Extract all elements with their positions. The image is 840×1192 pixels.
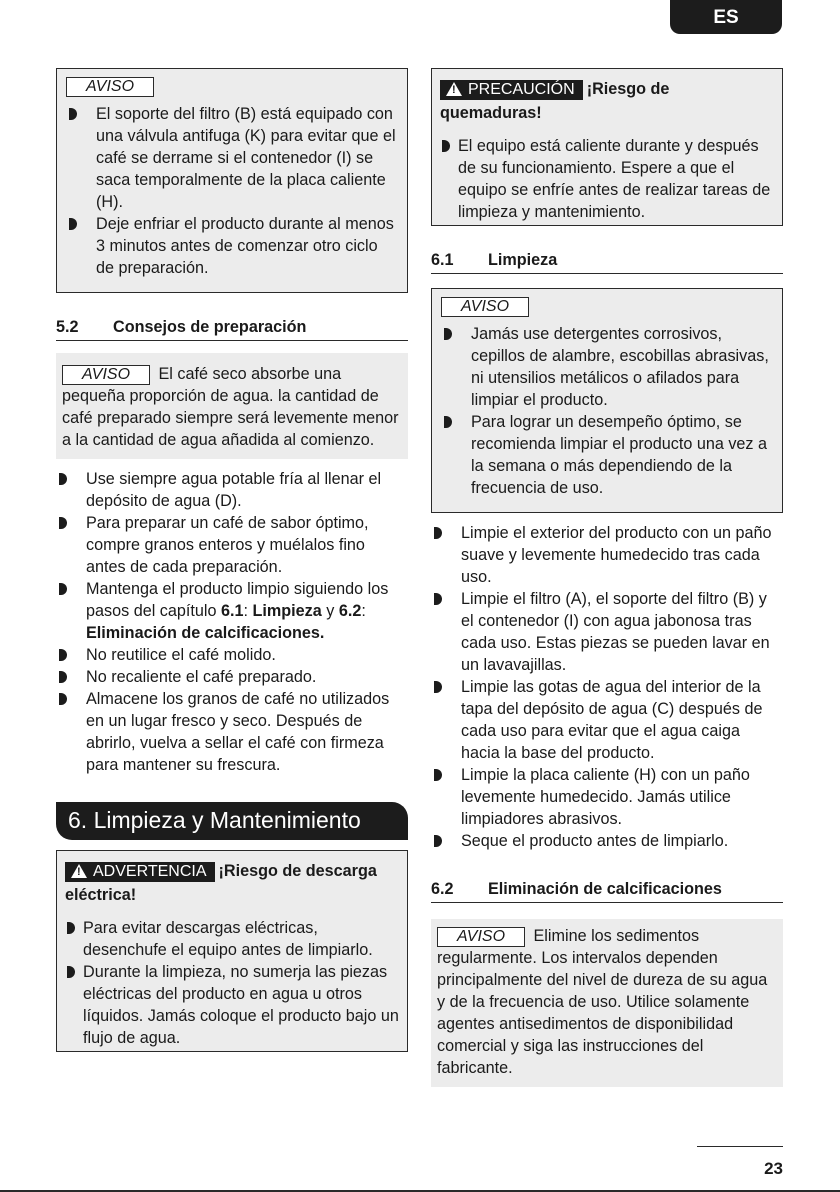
bullet-icon: [69, 108, 77, 120]
notice-note: [431, 919, 783, 1087]
list-item: [56, 666, 408, 688]
bullet-icon: [434, 769, 442, 781]
notice-text: Elimine los sedimentos regularmente. Los intervalos dependen principalmente del nivel de dureza de su agua y de la frecuencia de uso. Utilice solamente agentes antisedimentos de disponibilidad comercial y siga las instrucciones del fabricante.: [437, 927, 768, 1077]
bullet-icon: [59, 671, 67, 683]
separator: :: [243, 602, 253, 620]
bullet-icon: [59, 517, 67, 529]
list-item-text: Para evitar descargas eléctricas, desenchufe el equipo antes de limpiarlo.: [83, 919, 373, 959]
list-item: [431, 764, 783, 830]
chapter-ref: 6.1: [221, 602, 244, 620]
chapter-ref-title: Eliminación de calcificaciones.: [86, 624, 325, 642]
caution-label-text: PRECAUCIÓN: [468, 81, 575, 98]
list-item: [65, 917, 399, 961]
section-heading-6-2: [431, 879, 783, 903]
conjunction: y: [321, 602, 339, 620]
section-number: 6.2: [431, 880, 454, 898]
list-item-text: Use siempre agua potable fría al llenar el depósito de agua (D).: [86, 470, 382, 510]
notice-note: [56, 353, 408, 459]
notice-list: [441, 323, 774, 499]
list-item-text: Para lograr un desempeño óptimo, se recomienda limpiar el producto una vez a la semana o más dependiendo de la frecuencia de uso.: [471, 413, 768, 497]
list-item-text: Deje enfriar el producto durante al menos 3 minutos antes de comenzar otro ciclo de preparación.: [96, 215, 394, 277]
list-item: [441, 323, 774, 411]
footer-rule: [697, 1146, 783, 1147]
section-heading-5-2: [56, 317, 408, 341]
warning-triangle-icon: [71, 864, 87, 878]
warning-heading: ¡Riesgo de descarga eléctrica!: [65, 862, 377, 904]
list-item: [56, 468, 408, 512]
bullet-icon: [434, 681, 442, 693]
notice-list: [66, 103, 399, 279]
list-item-text: Jamás use detergentes corrosivos, cepillos de alambre, escobillas abrasivas, ni utensilios metálicos o afilados para limpiar el producto.: [471, 325, 769, 409]
section-number: 6.1: [431, 251, 454, 269]
list-item: [56, 688, 408, 776]
list-item-text: Limpie el exterior del producto con un paño suave y levemente humedecido tras cada uso.: [461, 524, 772, 586]
caution-label: [440, 80, 583, 100]
list-item-text: Mantenga el producto limpio siguiendo los pasos del capítulo: [86, 580, 389, 620]
notice-box: [56, 68, 408, 293]
list-item: [441, 411, 774, 499]
list-item: [440, 135, 774, 223]
bullet-icon: [434, 527, 442, 539]
chapter-ref: 6.2: [338, 602, 362, 620]
bullet-icon: [444, 416, 452, 428]
notice-label: AVISO: [62, 365, 150, 385]
list-item: [431, 676, 783, 764]
tips-list: [56, 468, 408, 776]
right-column: [431, 68, 783, 1087]
language-tab: ES: [670, 0, 782, 34]
notice-label: AVISO: [66, 77, 154, 97]
warning-box: [56, 850, 408, 1052]
caution-box: [431, 68, 783, 226]
bullet-icon: [69, 218, 77, 230]
list-item-text: Limpie las gotas de agua del interior de la tapa del depósito de agua (C) después de cada uso para evitar que el agua caiga hacia la base del producto.: [461, 678, 763, 762]
chapter-title: 6. Limpieza y Mantenimiento: [56, 802, 408, 840]
list-item-text: El soporte del filtro (B) está equipado con una válvula antifuga (K) para evitar que el café se derrame si el contenedor (I) se saca temporalmente de la placa caliente (H).: [96, 105, 396, 211]
list-item: [66, 103, 399, 213]
bullet-icon: [67, 922, 75, 934]
list-item-text: Limpie la placa caliente (H) con un paño levemente humedecido. Jamás utilice limpiadores abrasivos.: [461, 766, 750, 828]
notice-box: [431, 288, 783, 513]
page-number: 23: [764, 1159, 783, 1178]
list-item: [65, 961, 399, 1049]
list-item-text: Para preparar un café de sabor óptimo, compre granos enteros y muélalos fino antes de cada preparación.: [86, 514, 369, 576]
warning-label: [65, 862, 215, 882]
notice-label: AVISO: [437, 927, 525, 947]
chapter-ref-title: Limpieza: [252, 602, 322, 620]
caution-list: [440, 135, 774, 223]
bullet-icon: [59, 583, 67, 595]
list-item: [56, 644, 408, 666]
bullet-icon: [434, 593, 442, 605]
list-item-text: Almacene los granos de café no utilizados en un lugar fresco y seco. Después de abrirlo, vuelva a sellar el café con firmeza para mantener su frescura.: [86, 690, 390, 774]
section-title: Consejos de preparación: [113, 318, 307, 336]
left-column: [56, 68, 408, 1052]
list-item: [56, 578, 408, 644]
bullet-icon: [59, 649, 67, 661]
bullet-icon: [434, 835, 442, 847]
list-item-text: Durante la limpieza, no sumerja las piezas eléctricas del producto en agua u otros líquidos. Jamás coloque el producto bajo un flujo de agua.: [83, 963, 399, 1047]
list-item: [431, 522, 783, 588]
caution-heading: ¡Riesgo de quemaduras!: [440, 80, 670, 122]
section-heading-6-1: [431, 250, 783, 274]
notice-text: El café seco absorbe una pequeña proporción de agua. la cantidad de café preparado siempre será levemente menor a la cantidad de agua añadida al comienzo.: [62, 365, 399, 449]
notice-label: AVISO: [441, 297, 529, 317]
section-number: 5.2: [56, 318, 79, 336]
warning-triangle-icon: [446, 82, 462, 96]
list-item-text: Limpie el filtro (A), el soporte del filtro (B) y el contenedor (I) con agua jabonosa tras cada uso. Estas piezas se pueden lavar en un lavavajillas.: [461, 590, 770, 674]
list-item-text: No recaliente el café preparado.: [86, 668, 317, 686]
warning-list: [65, 917, 399, 1049]
list-item: [431, 588, 783, 676]
section-title: Limpieza: [488, 251, 558, 269]
bullet-icon: [444, 328, 452, 340]
list-item: [56, 512, 408, 578]
separator: :: [361, 602, 366, 620]
list-item: [66, 213, 399, 279]
list-item: [431, 830, 783, 852]
list-item-text: El equipo está caliente durante y después de su funcionamiento. Espere a que el equipo se enfríe antes de realizar tareas de limpieza y mantenimiento.: [458, 137, 771, 221]
bullet-icon: [442, 140, 450, 152]
bullet-icon: [59, 473, 67, 485]
warning-label-text: ADVERTENCIA: [93, 863, 207, 880]
bullet-icon: [59, 693, 67, 705]
list-item-text: Seque el producto antes de limpiarlo.: [461, 832, 729, 850]
list-item-text: No reutilice el café molido.: [86, 646, 276, 664]
bullet-icon: [67, 966, 75, 978]
section-title: Eliminación de calcificaciones: [488, 880, 722, 898]
cleaning-steps-list: [431, 522, 783, 852]
